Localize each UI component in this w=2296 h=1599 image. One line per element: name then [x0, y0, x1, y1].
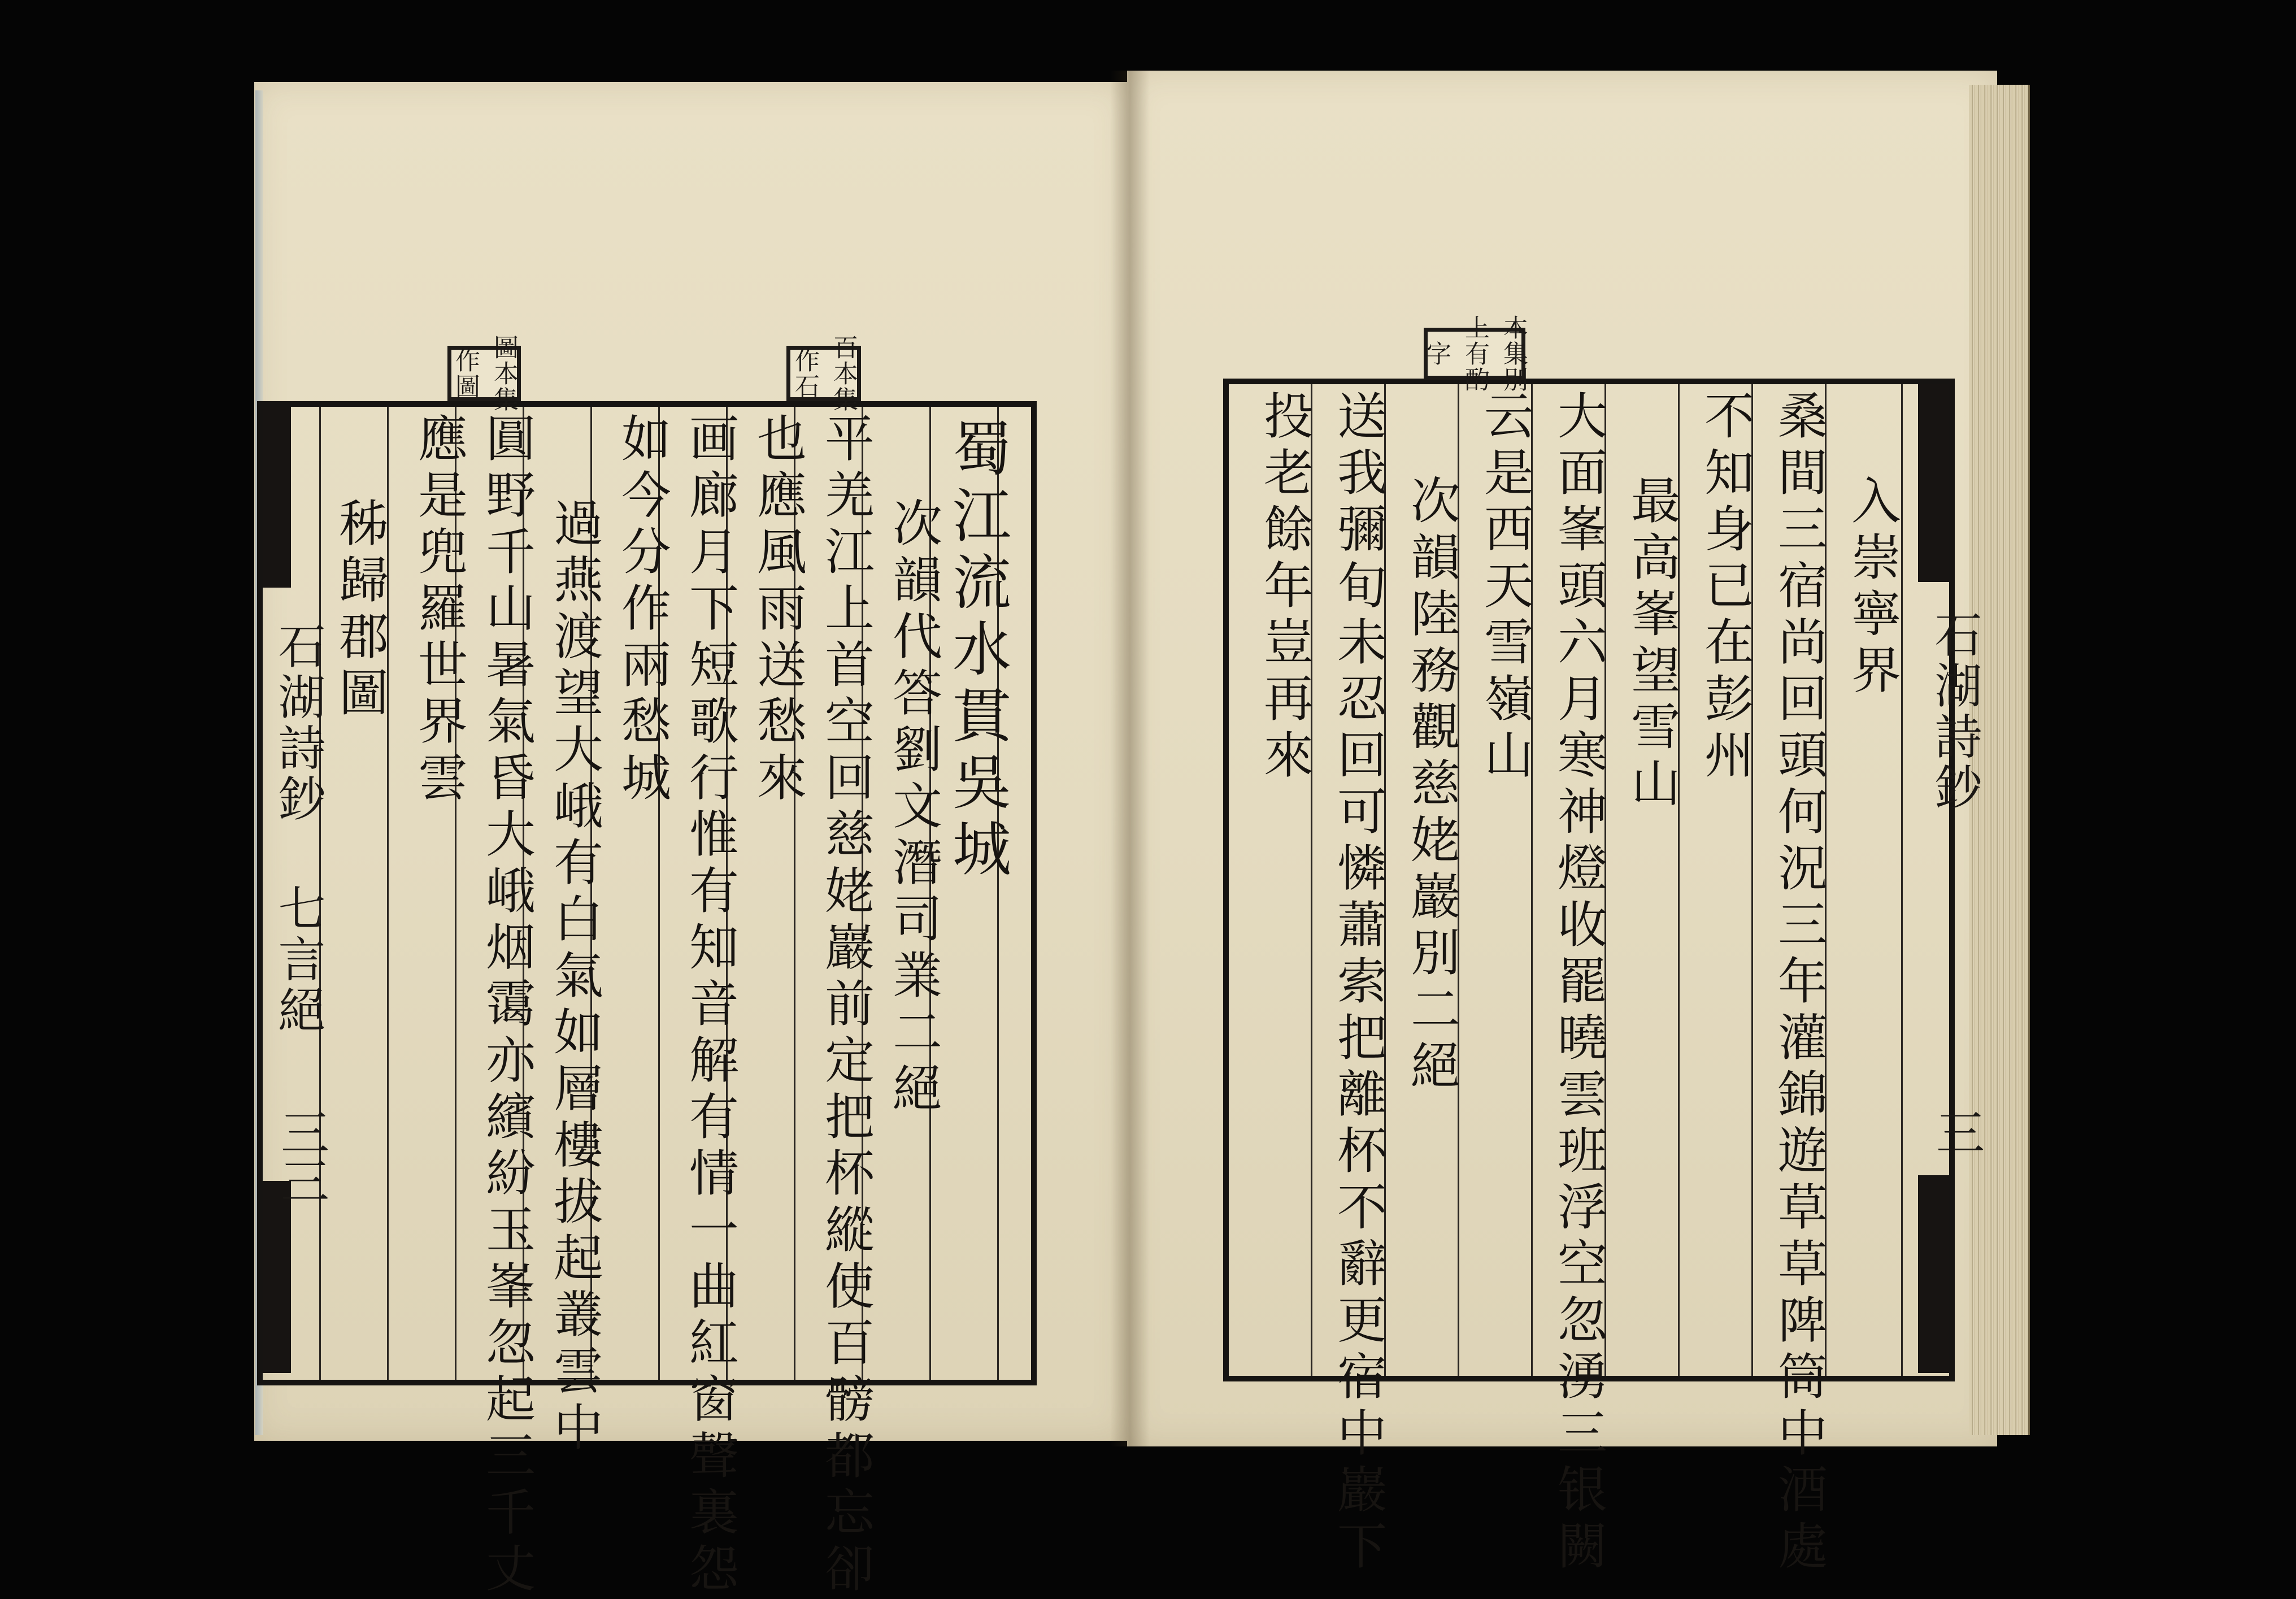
margin-note-line: 作圖 [451, 347, 480, 399]
page-center-title: 石湖詩鈔 [1927, 610, 1982, 814]
text-column: 應是兜羅世界雲 [410, 412, 468, 808]
margin-note-line: 作石 [790, 347, 819, 399]
text-column: 過燕渡望大峨有白氣如層樓拔起叢雲中 [546, 497, 604, 1458]
text-column: 桑間三宿尚回頭何況三年灌錦遊草草陴筒中酒處 [1770, 390, 1828, 1576]
margin-note-line: 本集別 [1499, 315, 1528, 393]
book-gutter [1110, 71, 1150, 1446]
text-column: 云是西天雪嶺山 [1476, 390, 1534, 785]
text-column: 不知身已在彭州 [1697, 390, 1755, 785]
fishtail-block [1918, 384, 1949, 582]
margin-note-line: 百本集 [829, 334, 858, 412]
text-column: 画廊月下短歌行惟有知音解有情一曲紅窗聲裏怨 [681, 412, 740, 1599]
text-column: 最高峯望雪山 [1623, 475, 1681, 814]
text-column: 次韻陸務觀慈姥巖別二絕 [1403, 475, 1461, 1096]
text-column: 蜀江流水貫吳城 [942, 418, 1011, 885]
text-column: 入崇寧界 [1843, 475, 1902, 701]
leaf-number: 三 [1928, 1107, 1984, 1156]
text-column: 圓野千山暑氣昏大峨烟霭亦繽紛玉峯忽起三千丈 [478, 412, 536, 1599]
text-column: 平羌江上首空回慈姥巖前定把杯縱使百髈都忘卻 [817, 412, 875, 1599]
margin-note [447, 334, 521, 412]
page-center-title: 石湖詩鈔 七言絕 [271, 622, 326, 1036]
margin-note-line: 圖本集 [489, 334, 518, 412]
leaf-number: 三三 [272, 1107, 329, 1205]
margin-note [1422, 315, 1528, 393]
margin-note-line: 上有酌 [1460, 315, 1489, 393]
fishtail-block [1918, 1175, 1949, 1373]
text-column: 如今分作兩愁城 [614, 412, 672, 808]
margin-note [786, 334, 861, 412]
fishtail-block [263, 407, 291, 588]
text-column: 大面峯頭六月寒神燈收罷曉雲班浮空忽湧三银闕 [1550, 390, 1608, 1576]
text-column: 次韻代答劉文潛司業二絕 [885, 497, 943, 1119]
text-column: 也應風雨送愁來 [749, 412, 807, 808]
text-column: 送我彌旬未忍回可憐蕭索把離杯不辭更宿中巖下 [1329, 390, 1388, 1576]
margin-note-line: 字 [1422, 341, 1451, 367]
text-column: 投老餘年豈再來 [1256, 390, 1314, 785]
fishtail-block [263, 1181, 291, 1373]
text-column: 秭歸郡圖 [331, 497, 389, 723]
